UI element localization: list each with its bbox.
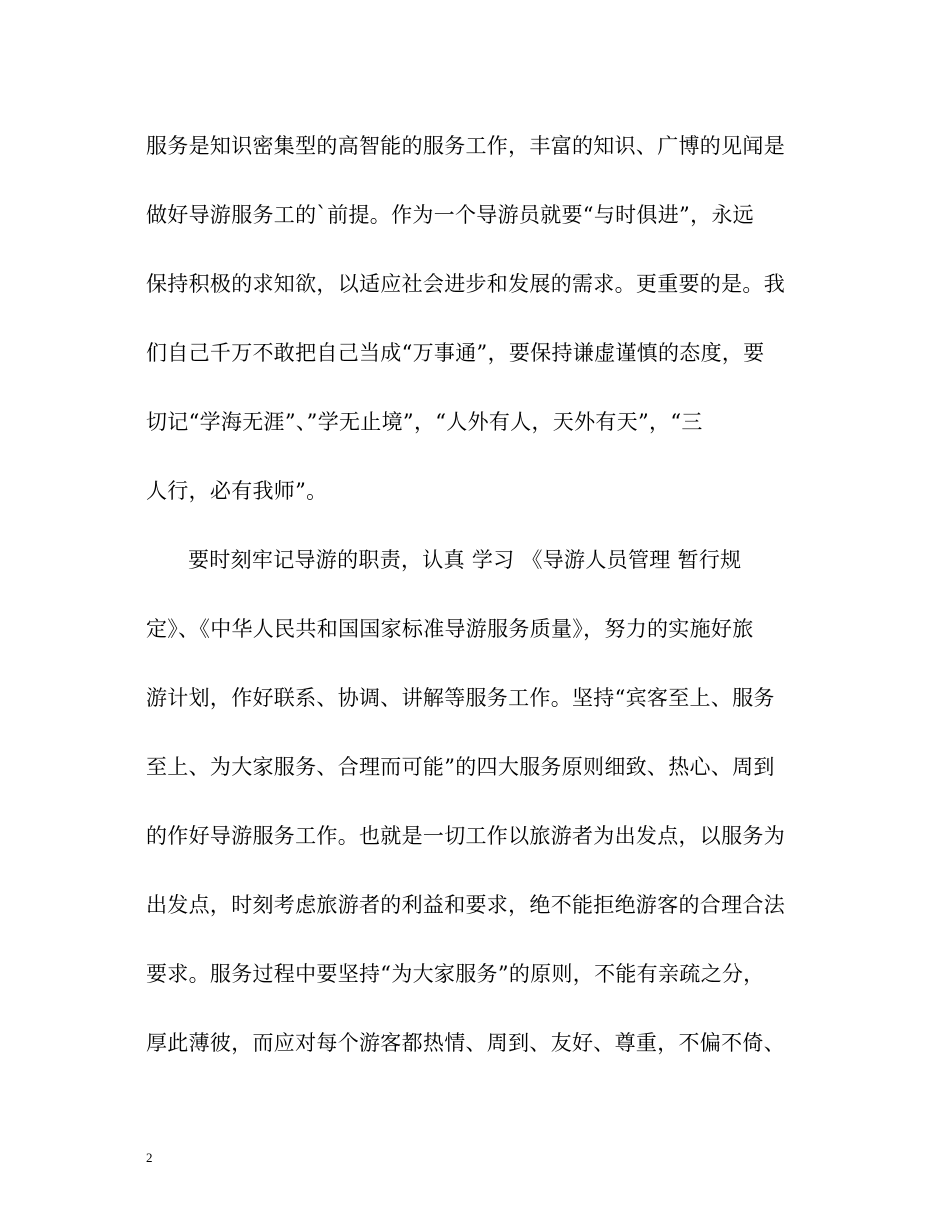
text-line-1: 服务是知识密集型的高智能的服务工作，丰富的知识、广博的见闻是 <box>146 134 785 158</box>
text-line-2: 做好导游服务工的`前提。作为一个导游员就要“与时俱进”，永远 <box>146 203 754 227</box>
text-line-6: 人行，必有我师”。 <box>146 479 328 503</box>
text-line-10: 至上、为大家服务、合理而可能”的四大服务原则细致、热心、周到 <box>146 755 775 779</box>
text-line-12: 出发点，时刻考虑旅游者的利益和要求，绝不能拒绝游客的合理合法 <box>146 893 785 917</box>
text-line-5: 切记“学海无涯”、”学无止境”，“人外有人，天外有天”，“三 <box>146 410 703 434</box>
text-line-7: 要时刻牢记导游的职责，认真 学习 《导游人员管理 暂行规 <box>188 548 742 572</box>
text-line-9: 游计划，作好联系、协调、讲解等服务工作。坚持“宾客至上、服务 <box>146 686 775 710</box>
text-line-13: 要求。服务过程中要坚持“为大家服务”的原则，不能有亲疏之分， <box>146 962 765 986</box>
text-line-3: 保持积极的求知欲，以适应社会进步和发展的需求。更重要的是。我 <box>146 272 785 296</box>
page-number: 2 <box>146 1150 153 1165</box>
text-line-11: 的作好导游服务工作。也就是一切工作以旅游者为出发点，以服务为 <box>146 824 785 848</box>
text-line-14: 厚此薄彼，而应对每个游客都热情、周到、友好、尊重，不偏不倚、 <box>146 1031 785 1055</box>
text-line-4: 们自己千万不敢把自己当成“万事通”，要保持谦虚谨慎的态度，要 <box>146 341 765 365</box>
text-line-8: 定》、《中华人民共和国国家标准导游服务质量》，努力的实施好旅 <box>146 617 754 641</box>
